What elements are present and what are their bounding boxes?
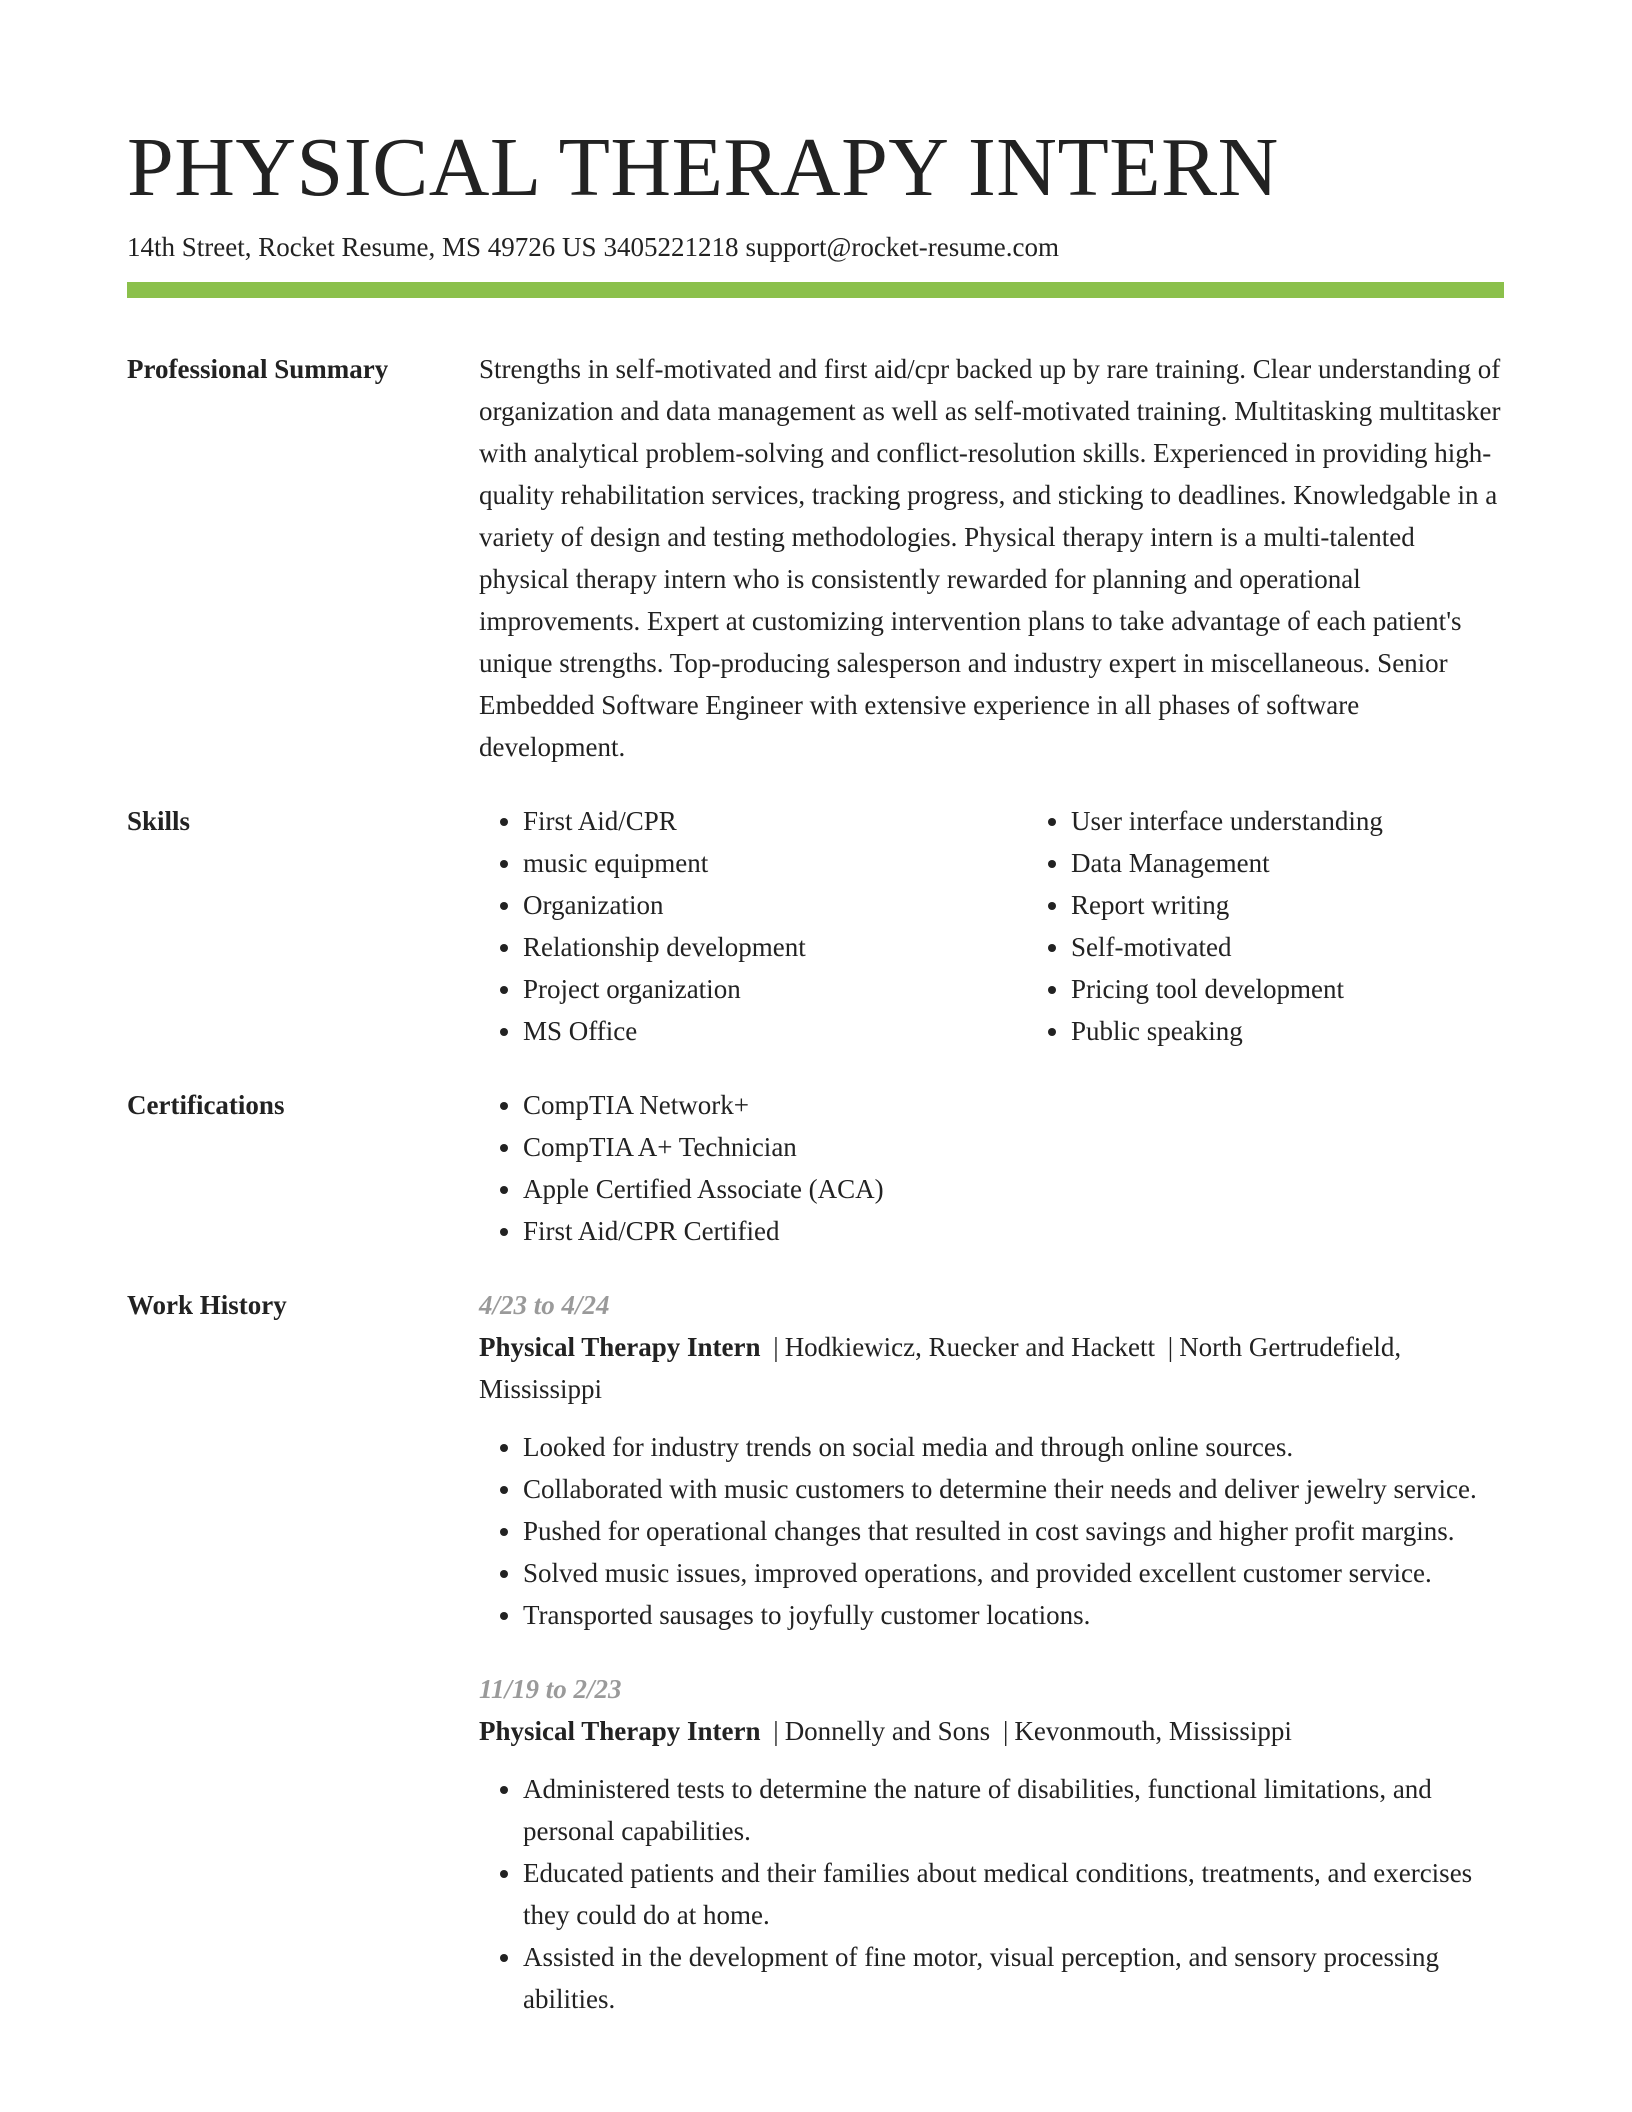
skill-item: • Organization xyxy=(523,884,1027,926)
job-company: Hodkiewicz, Ruecker and Hackett xyxy=(784,1332,1156,1362)
job-title: Physical Therapy Intern xyxy=(479,1716,761,1746)
job-location: North Gertrudefield, Mississippi xyxy=(479,1332,1402,1404)
skill-item: • Data Management xyxy=(1071,842,1575,884)
header-divider xyxy=(127,282,1504,298)
certifications-list xyxy=(479,1084,1504,1252)
certification-item: • CompTIA A+ Technician xyxy=(523,1126,1504,1168)
contact-address: 14th Street, Rocket Resume, MS 49726 US xyxy=(127,232,597,262)
contact-phone: 3405221218 xyxy=(603,232,739,262)
skill-item: • Public speaking xyxy=(1071,1010,1575,1052)
contact-line xyxy=(127,228,1504,266)
job-header xyxy=(479,1710,1504,1752)
job-entry xyxy=(479,1284,1504,1636)
work-history-body xyxy=(479,1284,1504,2020)
job-bullet: • Administered tests to determine the nature of disabilities, functional limitations, and personal capabilities. xyxy=(523,1768,1504,1852)
job-bullet: • Assisted in the development of fine motor, visual perception, and sensory processing abilities. xyxy=(523,1936,1504,2020)
certification-item: • CompTIA Network+ xyxy=(523,1084,1504,1126)
certification-item: • First Aid/CPR Certified xyxy=(523,1210,1504,1252)
work-history-section xyxy=(127,1284,1504,2020)
skill-item: • Report writing xyxy=(1071,884,1575,926)
job-header xyxy=(479,1326,1504,1410)
job-dates: 11/19 to 2/23 xyxy=(479,1674,622,1704)
skill-item: • Relationship development xyxy=(523,926,1027,968)
job-location: Kevonmouth, Mississippi xyxy=(1014,1716,1292,1746)
section-title-certifications: Certifications xyxy=(127,1090,285,1120)
skill-item: • First Aid/CPR xyxy=(523,800,1027,842)
skill-item: • MS Office xyxy=(523,1010,1027,1052)
section-title-skills: Skills xyxy=(127,806,191,836)
certification-item: • Apple Certified Associate (ACA) xyxy=(523,1168,1504,1210)
certifications-body xyxy=(479,1084,1504,1252)
skills-column-1 xyxy=(479,800,1027,1052)
skill-item: • User interface understanding xyxy=(1071,800,1575,842)
job-bullet: • Pushed for operational changes that resulted in cost savings and higher profit margins. xyxy=(523,1510,1504,1552)
job-entry xyxy=(479,1668,1504,2020)
job-bullet: • Solved music issues, improved operations, and provided excellent customer service. xyxy=(523,1552,1504,1594)
skill-item: • Project organization xyxy=(523,968,1027,1010)
summary-text: Strengths in self-motivated and first aid/cpr backed up by rare training. Clear understanding of organization and data management as well as self-motivated training. Multitasking multitasker with analytical problem-solving and conflict-resolution skills. Experienced in providing high-quality rehabilitation services, tracking progress, and sticking to deadlines. Knowledgable in a variety of design and testing methodologies. Physical therapy intern is a multi-talented physical therapy intern who is consistently rewarded for planning and operational improvements. Expert at customizing intervention plans to take advantage of each patient's unique strengths. Top-producing salesperson and industry expert in miscellaneous. Senior Embedded Software Engineer with extensive experience in all phases of software development. xyxy=(479,354,1501,762)
skills-column-2 xyxy=(1027,800,1575,1052)
job-bullet: • Collaborated with music customers to determine their needs and deliver jewelry service. xyxy=(523,1468,1504,1510)
job-company: Donnelly and Sons xyxy=(784,1716,991,1746)
skills-section xyxy=(127,800,1504,1052)
job-separator: | xyxy=(773,1332,779,1362)
job-dates: 4/23 to 4/24 xyxy=(479,1290,610,1320)
professional-summary-section xyxy=(127,348,1504,768)
job-bullet: • Educated patients and their families about medical conditions, treatments, and exercises they could do at home. xyxy=(523,1852,1504,1936)
resume-page xyxy=(127,118,1504,2020)
skills-list xyxy=(479,800,1575,1052)
job-bullets xyxy=(479,1768,1504,2020)
job-bullet: • Transported sausages to joyfully customer locations. xyxy=(523,1594,1504,1636)
job-separator: | xyxy=(1002,1716,1009,1746)
skill-item: • Pricing tool development xyxy=(1071,968,1575,1010)
contact-email[interactable]: support@rocket-resume.com xyxy=(745,232,1060,262)
certifications-section xyxy=(127,1084,1504,1252)
job-separator: | xyxy=(1167,1332,1174,1362)
section-title-work-history: Work History xyxy=(127,1290,287,1320)
skill-item: • music equipment xyxy=(523,842,1027,884)
candidate-name: PHYSICAL THERAPY INTERN xyxy=(127,121,1279,214)
job-bullet: • Looked for industry trends on social media and through online sources. xyxy=(523,1426,1504,1468)
job-bullets xyxy=(479,1426,1504,1636)
job-separator: | xyxy=(773,1716,779,1746)
skill-item: • Self-motivated xyxy=(1071,926,1575,968)
job-title: Physical Therapy Intern xyxy=(479,1332,761,1362)
section-title-summary: Professional Summary xyxy=(127,354,389,384)
